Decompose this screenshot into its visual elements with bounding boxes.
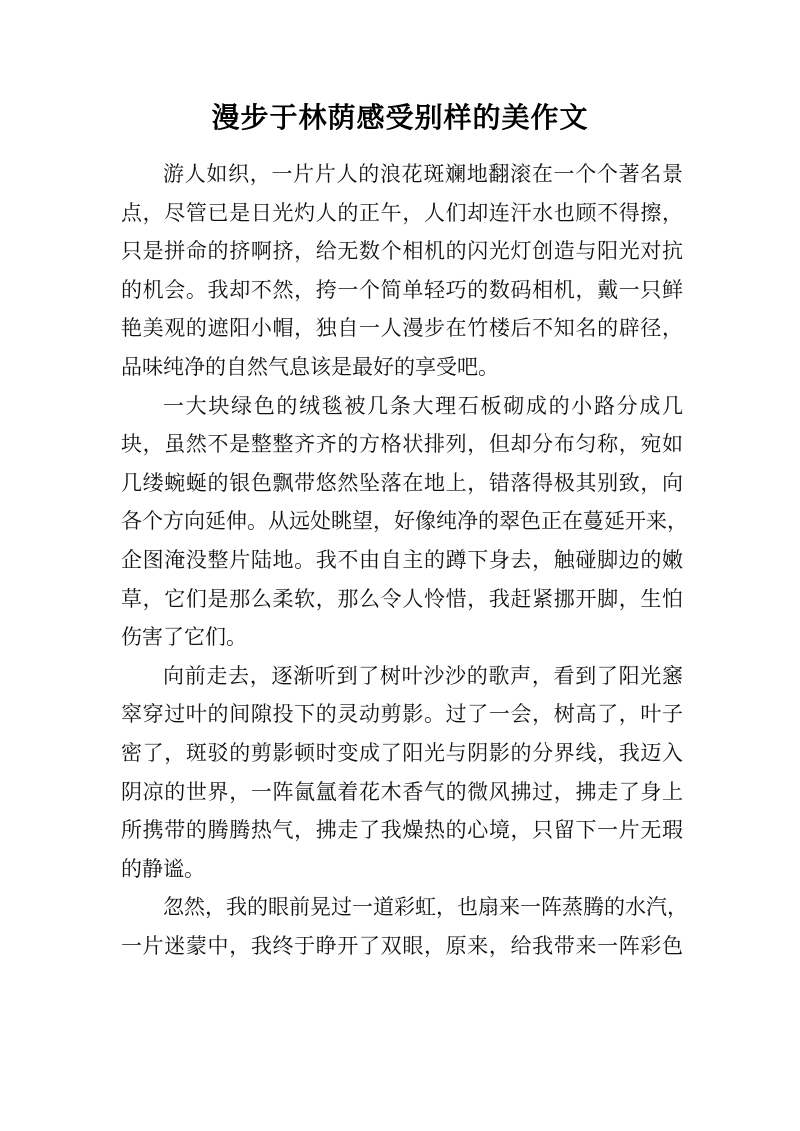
- paragraph-2: [121, 387, 688, 657]
- text-line: 品味纯净的自然气息该是最好的享受吧。: [121, 354, 499, 379]
- text-line: 各个方向延伸。从远处眺望，好像纯净的翠色正在蔓延开来，: [121, 509, 688, 534]
- text-line: 只是拼命的挤啊挤，给无数个相机的闪光灯创造与阳光对抗: [121, 239, 683, 264]
- text-line: 的静谧。: [121, 856, 205, 881]
- text-line: 所携带的腾腾热气，拂走了我燥热的心境，只留下一片无瑕: [121, 818, 683, 843]
- text-line: 艳美观的遮阳小帽，独自一人漫步在竹楼后不知名的辟径，: [121, 316, 683, 341]
- paragraph-3: [121, 657, 683, 889]
- text-line: 一片迷蒙中，我终于睁开了双眼，原来，给我带来一阵彩色: [121, 933, 683, 958]
- text-line: 忽然，我的眼前晃过一道彩虹，也扇来一阵蒸腾的水汽，: [163, 895, 688, 920]
- text-line: 阴凉的世界，一阵氤氲着花木香气的微风拂过，拂走了身上: [121, 779, 683, 804]
- document-title: 漫步于林荫感受别样的美作文: [211, 101, 589, 134]
- text-line: 向前走去，逐渐听到了树叶沙沙的歌声，看到了阳光窸: [163, 663, 683, 688]
- text-line: 块，虽然不是整整齐齐的方格状排列，但却分布匀称，宛如: [121, 432, 683, 457]
- text-line: 窣穿过叶的间隙投下的灵动剪影。过了一会，树高了，叶子: [121, 702, 683, 727]
- text-line: 的机会。我却不然，挎一个简单轻巧的数码相机，戴一只鲜: [121, 277, 683, 302]
- paragraph-4: [121, 888, 688, 965]
- text-line: 一大块绿色的绒毯被几条大理石板砌成的小路分成几: [163, 393, 683, 418]
- text-line: 点，尽管已是日光灼人的正午，人们却连汗水也顾不得擦，: [121, 200, 683, 225]
- text-line: 游人如织，一片片人的浪花斑斓地翻滚在一个个著名景: [163, 162, 683, 186]
- text-line: 企图淹没整片陆地。我不由自主的蹲下身去，触碰脚边的嫩: [121, 547, 683, 572]
- paragraph-1: [121, 155, 683, 387]
- document-body: [121, 155, 688, 965]
- text-line: 密了，斑驳的剪影顿时变成了阳光与阴影的分界线，我迈入: [121, 740, 683, 765]
- text-line: 几缕蜿蜒的银色飘带悠然坠落在地上，错落得极其别致，向: [121, 470, 683, 495]
- text-line: 伤害了它们。: [121, 625, 247, 650]
- text-line: 草，它们是那么柔软，那么令人怜惜，我赶紧挪开脚，生怕: [121, 586, 683, 611]
